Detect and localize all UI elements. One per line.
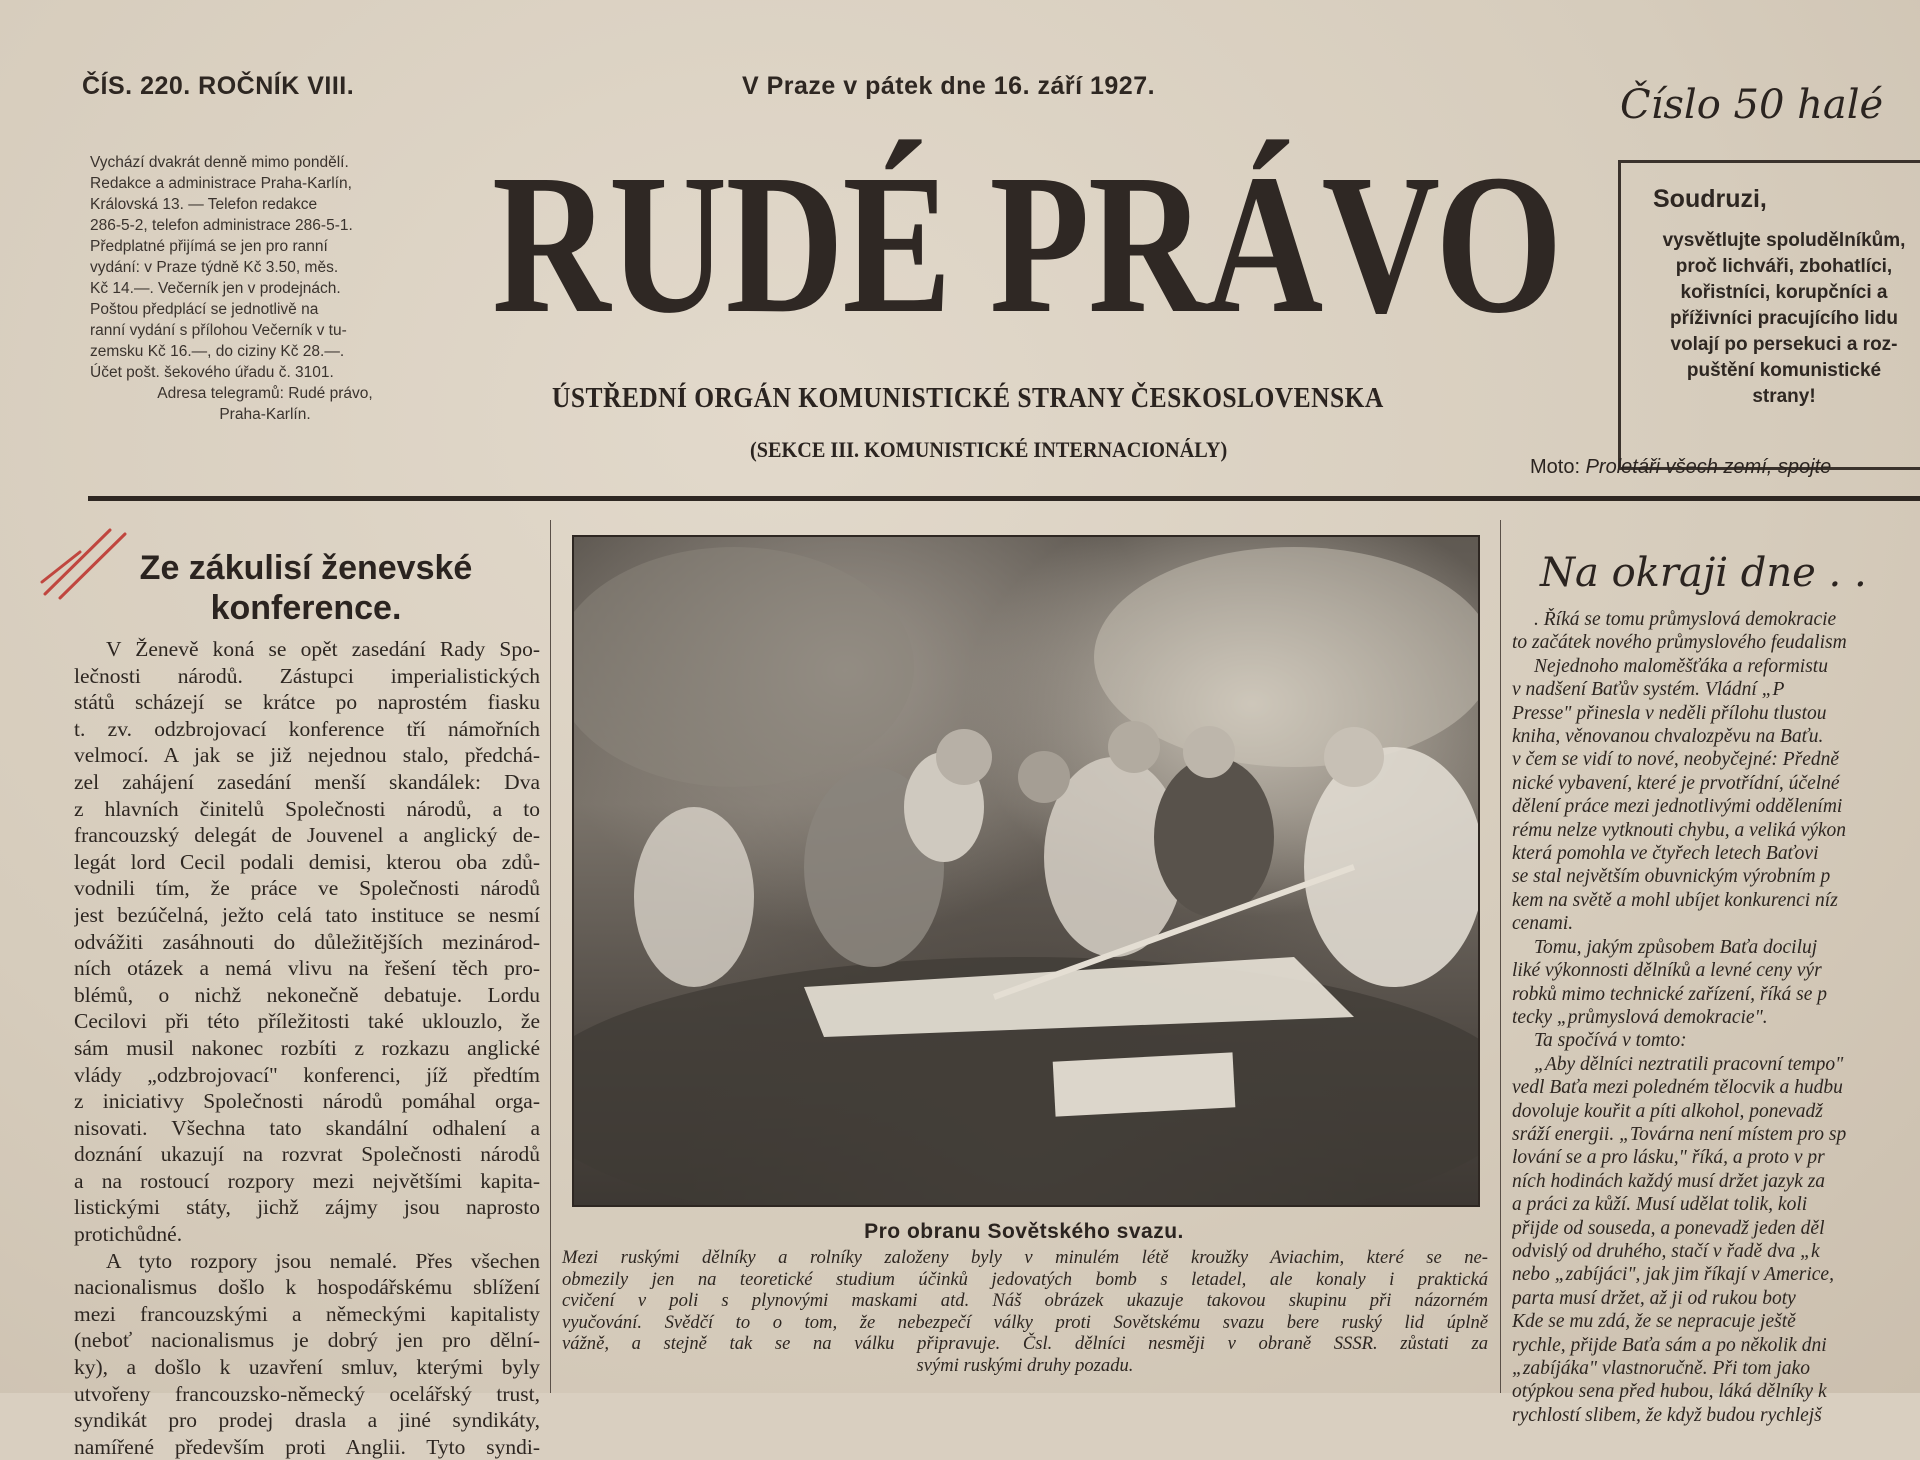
text-line: cenami. xyxy=(1512,913,1574,935)
caption-line: obmezily jen na teoretické studium účinků jedovatých bomb s letadel, ale konaly i praktická xyxy=(562,1268,1488,1290)
text-line: nické vybavení, které je prvotřídní, účelné xyxy=(1512,772,1840,794)
text-line: utvořeny francouzsko-německý ocelářský trust, xyxy=(74,1381,540,1406)
price: Číslo 50 halé xyxy=(1620,82,1884,128)
lead-article-body xyxy=(74,636,540,1460)
text-line: syndikát pro prodej drasla a jiné syndikáty, xyxy=(74,1408,540,1433)
text-line: jest bezúčelná, ježto celá tato instituce se nesmí xyxy=(74,902,540,927)
right-column-title: Na okraji dne . . xyxy=(1540,550,1867,596)
caption-line: vážně, a stejně tak se na válku připravuje. Čsl. dělníci nesměji v obraně SSSR. zůstati za xyxy=(562,1333,1488,1354)
photo-caption xyxy=(562,1247,1488,1376)
column-divider xyxy=(550,520,551,1393)
text-line: z hlavních činitelů Společnosti národů, a to xyxy=(74,796,540,821)
text-line: parta musí držet, až ji od rukou boty xyxy=(1512,1287,1796,1309)
text-line: nebo „zabíjáci", jak jim říkají v Americe, xyxy=(1512,1264,1834,1286)
text-line: „zabíjáka" vlastnoručně. Při tom jako xyxy=(1512,1358,1810,1379)
text-line: v čem se vidí to nové, neobyčejné: Předně xyxy=(1512,749,1840,771)
text-line: protichůdné. xyxy=(74,1222,183,1247)
text-line: zel zahájení zasedání menší skandálek: Dva xyxy=(74,769,540,794)
text-line: nisovati. Všechna tato skandální odhalení a xyxy=(74,1115,540,1140)
info-line: Vychází dvakrát denně mimo pondělí. xyxy=(90,154,349,171)
text-line: otýpkou sena před hubou, láká dělníky k xyxy=(1512,1381,1827,1403)
lead-title-line: konference. xyxy=(210,589,402,627)
dateline: V Praze v pátek dne 16. září 1927. xyxy=(742,72,1156,100)
info-line: 286-5-2, telefon administrace 286-5-1. xyxy=(90,217,353,234)
info-line: ranní vydání s přílohou Večerník v tu- xyxy=(90,322,347,339)
caption-line: svými ruskými druhy pozadu. xyxy=(916,1354,1134,1376)
lead-article-title xyxy=(96,548,516,628)
text-line: ních hodinách každý musí držet jazyk za xyxy=(1512,1170,1826,1192)
text-line: kem na světě a mohl ubíjet konkurenci níz xyxy=(1512,889,1838,911)
text-line: doznání ukazují na rozvrat Společnosti národů xyxy=(74,1142,540,1167)
info-line: Redakce a administrace Praha-Karlín, xyxy=(90,175,352,192)
text-line: dělení práce mezi jednotlivými odděleními xyxy=(1512,796,1843,818)
text-line: dovoluje kouřit a píti alkohol, ponevadž xyxy=(1512,1100,1823,1122)
info-line: Účet pošt. šekového úřadu č. 3101. xyxy=(90,364,334,381)
text-line: listickými státy, jichž zájmy jsou naprosto xyxy=(74,1195,540,1220)
text-line: Tomu, jakým způsobem Baťa dociluj xyxy=(1534,936,1818,958)
text-line: Cecilovi při této příležitosti také uklouzlo, že xyxy=(74,1009,540,1034)
text-line: lečnosti národů. Zástupci imperialistických xyxy=(74,663,540,688)
text-line: velmocí. A jak se již nejednou stalo, předchá- xyxy=(74,743,540,768)
column-divider xyxy=(1500,520,1501,1393)
text-line: Ta spočívá v tomto: xyxy=(1534,1030,1687,1052)
info-line: zemsku Kč 16.—, do ciziny Kč 28.—. xyxy=(90,343,345,360)
masthead-title: RUDÉ PRÁVO xyxy=(492,134,1562,355)
info-line: Královská 13. — Telefon redakce xyxy=(90,196,318,213)
text-line: lování se a pro lásku," říká, a proto v pr xyxy=(1512,1147,1825,1169)
motto-label: Moto: xyxy=(1530,456,1581,478)
slogan-line: proč lichváři, zbohatlíci, xyxy=(1675,256,1893,277)
masthead-subtitle: ÚSTŘEDNÍ ORGÁN KOMUNISTICKÉ STRANY ČESKOSLOVENSKA xyxy=(552,382,1384,414)
photo-caption-title: Pro obranu Sovětského svazu. xyxy=(864,1220,1184,1243)
text-line: „Aby dělníci neztratili pracovní tempo" xyxy=(1534,1053,1844,1075)
text-line: která pomohla ve čtyřech letech Baťovi xyxy=(1512,843,1819,865)
text-line: liké výkonnosti dělníků a levné ceny výr xyxy=(1512,960,1822,982)
text-line: mezi francouzskými a německými kapitalisty xyxy=(74,1301,540,1326)
text-line: odvislý od druhého, stačí v řadě dva „k xyxy=(1512,1240,1820,1262)
text-line: namířené především proti Anglii. Tyto syndi- xyxy=(74,1434,540,1459)
text-line: vedl Baťa mezi poledném tělocvik a hudbu xyxy=(1512,1077,1843,1099)
info-line: vydání: v Praze týdně Kč 3.50, měs. xyxy=(90,259,339,276)
text-line: Nejednoho maloměšťáka a reformistu xyxy=(1534,655,1828,677)
right-column-body xyxy=(1512,608,1920,1427)
text-line: v nadšení Baťův systém. Vládní „P xyxy=(1512,679,1785,701)
text-line: odvážiti zasáhnouti do důležitějších mezinárod- xyxy=(74,929,540,954)
publication-info xyxy=(90,152,440,425)
text-line: sám musil nakonec rozbíti z rozkazu anglické xyxy=(74,1035,540,1060)
slogan-line: puštění komunistické xyxy=(1686,360,1882,381)
text-line: a na rostoucí rozpory mezi největšími kapita- xyxy=(74,1168,540,1193)
text-line: kniha, věnovanou chvalozpěvu na Baťu. xyxy=(1512,726,1824,748)
slogan-box-title: Soudruzi, xyxy=(1653,185,1767,213)
text-line: rychle, přijde Baťa sám a po několik dni xyxy=(1512,1334,1827,1356)
text-line: . Říká se tomu průmyslová demokracie xyxy=(1534,609,1837,630)
text-line: to začátek nového průmyslového feudalism xyxy=(1512,632,1847,654)
text-line: a práci za kůží. Musí udělat tolik, koli xyxy=(1512,1194,1808,1216)
text-line: blémů, o nichž nekonečně debatuje. Lordu xyxy=(74,982,540,1007)
slogan-box-text xyxy=(1653,228,1915,410)
text-line: ních otázek a nemá vlivu na řešení těch pro- xyxy=(74,956,540,981)
info-line: Poštou předplácí se jednotlivě na xyxy=(90,301,319,318)
slogan-box xyxy=(1618,160,1920,470)
motto-text: Proletáři všech zemí, spojte xyxy=(1585,456,1832,478)
info-line: Kč 14.—. Večerník jen v prodejnách. xyxy=(90,280,341,297)
slogan-line: kořistníci, korupčníci a xyxy=(1680,282,1888,303)
text-line: států scházejí se krátce po naprostém fiasku xyxy=(74,690,540,715)
text-line: se stal největším obuvnickým výrobním p xyxy=(1512,866,1831,888)
info-line: Adresa telegramů: Rudé právo, xyxy=(157,385,373,402)
text-line: Kde se mu zdá, že se nepracuje ještě xyxy=(1512,1311,1796,1333)
text-line: t. zv. odzbrojovací konference tří námořních xyxy=(74,716,540,741)
text-line: A tyto rozpory jsou nemalé. Přes všechen xyxy=(106,1248,540,1273)
text-line: nacionalismus došlo k hospodářskému sblížení xyxy=(74,1275,540,1300)
text-line: (neboť nacionalismus je dobrý jen pro dělní- xyxy=(74,1328,540,1353)
masthead-subtitle-secondary: (SEKCE III. KOMUNISTICKÉ INTERNACIONÁLY) xyxy=(750,437,1228,462)
header-rule xyxy=(88,496,1920,501)
motto xyxy=(1530,456,1831,479)
text-line: vodnili tím, že práce ve Společnosti národů xyxy=(74,876,540,901)
text-line: ky), a došlo k uzavření smluv, kterými byly xyxy=(74,1355,540,1380)
text-line: z iniciativy Společnosti národů pomáhal orga- xyxy=(74,1089,540,1114)
slogan-line: vysvětlujte spoludělníkům, xyxy=(1662,230,1906,251)
slogan-line: příživníci pracujícího lidu xyxy=(1669,308,1899,329)
text-line: vlády „odzbrojovací" konferenci, jíž předtím xyxy=(74,1062,540,1087)
text-line: sráží energii. „Továrna není místem pro sp xyxy=(1512,1123,1847,1145)
slogan-line: strany! xyxy=(1752,386,1816,407)
text-line: francouzský delegát de Jouvenel a anglický de- xyxy=(74,823,540,848)
text-line: tecky „průmyslová demokracie". xyxy=(1512,1006,1768,1028)
issue-number: ČÍS. 220. ROČNÍK VIII. xyxy=(82,72,355,100)
text-line: legát lord Cecil podali demisi, kterou oba zdů- xyxy=(74,849,540,874)
caption-line: Mezi ruskými dělníky a rolníky založeny byly v minulém létě kroužky Aviachim, které se ne- xyxy=(562,1247,1488,1268)
text-line: rému nelze vytknouti chybu, a veliká výkon xyxy=(1512,819,1847,841)
caption-line: cvičení v poli s plynovými maskami atd. Náš obrázek ukazuje takovou skupinu při názorném xyxy=(562,1290,1488,1311)
info-line: Praha-Karlín. xyxy=(219,406,311,423)
info-line: Předplatné přijímá se jen pro ranní xyxy=(90,238,328,255)
lead-title-line: Ze zákulisí ženevské xyxy=(139,549,473,587)
text-line: robků mimo technické zařízení, říká se p xyxy=(1512,983,1827,1005)
caption-line: vyučování. Svědčí to o tom, že nebezpečí války proti Sovětskému svazu bere ruský lid úplně xyxy=(562,1311,1488,1333)
text-line: rychlostí slibem, že když budou rychlejš xyxy=(1512,1404,1822,1426)
news-photo xyxy=(572,535,1480,1207)
text-line: přijde od souseda, a ponevadž jeden děl xyxy=(1512,1217,1825,1239)
text-line: V Ženevě koná se opět zasedání Rady Spo- xyxy=(106,637,540,661)
text-line: Presse" přinesla v neděli přílohu tlustou xyxy=(1512,702,1827,724)
photo-scene xyxy=(574,537,1478,1205)
slogan-line: volají po persekuci a roz- xyxy=(1670,334,1898,355)
